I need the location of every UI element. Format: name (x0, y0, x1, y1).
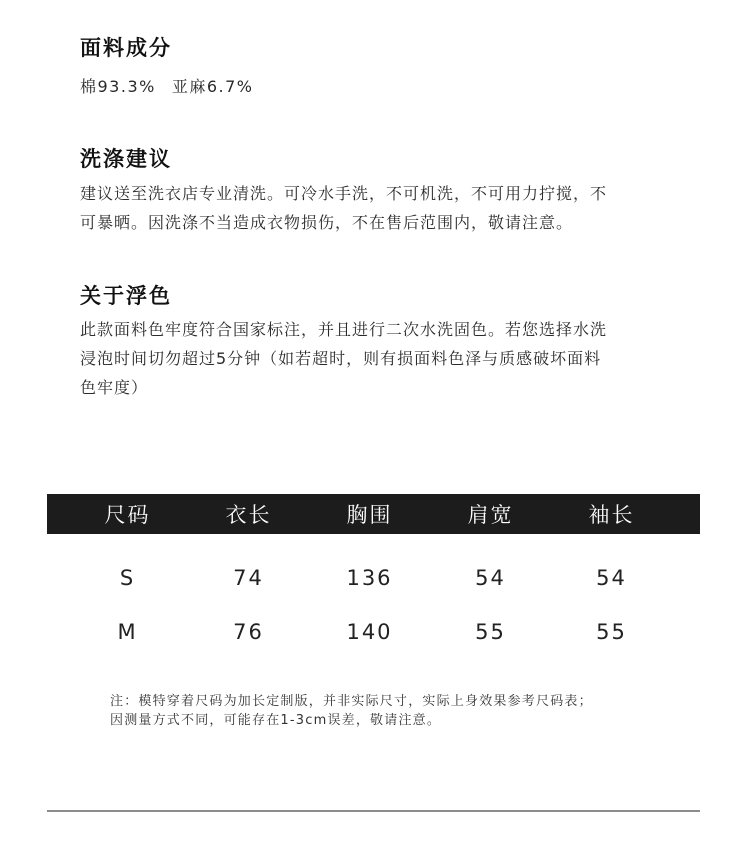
cell-shoulder: 55 (475, 620, 506, 644)
header-sleeve: 袖长 (588, 503, 635, 527)
wash-line: 建议送至洗衣店专业清洗。可冷水手洗，不可机洗，不可用力拧搅，不 (80, 184, 608, 203)
size-table-header (47, 494, 700, 534)
fade-line: 浸泡时间切勿超过5分钟（如若超时，则有损面料色泽与质感破坏面料 (80, 349, 602, 368)
cell-length: 74 (233, 566, 264, 590)
fade-line: 色牢度） (80, 378, 149, 397)
header-shoulder: 肩宽 (467, 503, 514, 527)
size-note (110, 692, 670, 730)
table-row (47, 551, 700, 605)
wash-section (80, 145, 690, 237)
table-row (47, 605, 700, 659)
cell-sleeve: 54 (596, 566, 627, 590)
cell-chest: 140 (346, 620, 393, 644)
note-line: 注：模特穿着尺码为加长定制版，并非实际尺寸，实际上身效果参考尺码表； (110, 694, 593, 709)
header-chest: 胸围 (346, 503, 393, 527)
fade-line: 此款面料色牢度符合国家标注，并且进行二次水洗固色。若您选择水洗 (80, 320, 608, 339)
bottom-divider (47, 810, 700, 812)
fade-title: 关于浮色 (80, 284, 172, 308)
cell-sleeve: 55 (596, 620, 627, 644)
wash-text (80, 179, 690, 237)
header-length: 衣长 (225, 503, 272, 527)
cell-size: M (117, 620, 138, 644)
cell-size: S (119, 566, 136, 590)
fabric-item-linen: 亚麻6.7% (171, 77, 254, 96)
header-size: 尺码 (104, 503, 151, 527)
cell-length: 76 (233, 620, 264, 644)
fade-text (80, 315, 690, 402)
wash-line: 可暴晒。因洗涤不当造成衣物损伤，不在售后范围内，敬请注意。 (80, 213, 574, 232)
cell-chest: 136 (346, 566, 393, 590)
fabric-section (80, 34, 690, 101)
wash-title: 洗涤建议 (80, 147, 172, 171)
fabric-title: 面料成分 (80, 36, 172, 60)
note-line: 因测量方式不同，可能存在1-3cm误差，敬请注意。 (110, 713, 442, 728)
fabric-composition (80, 72, 690, 101)
cell-shoulder: 54 (475, 566, 506, 590)
size-table (47, 494, 700, 659)
fade-section (80, 282, 690, 402)
size-table-body (47, 551, 700, 659)
fabric-item-cotton: 棉93.3% (80, 77, 156, 96)
